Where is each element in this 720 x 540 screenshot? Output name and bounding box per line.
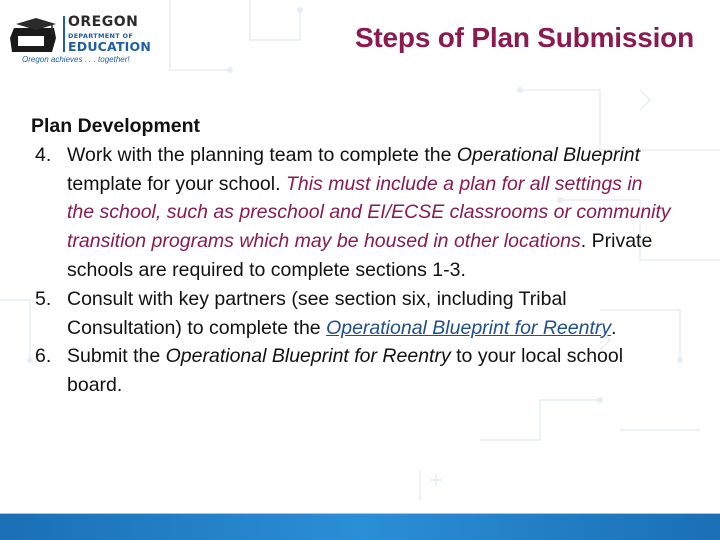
list-item	[31, 342, 671, 400]
list-item	[31, 141, 671, 285]
graduation-cap-state-icon	[8, 16, 60, 56]
operational-blueprint-link[interactable]: Operational Blueprint for Reentry	[326, 316, 612, 339]
logo-divider	[63, 16, 65, 52]
step-emphasis: Operational Blueprint	[456, 143, 641, 166]
step-text: .	[611, 316, 617, 339]
logo-state-text: OREGON	[68, 14, 139, 30]
list-number: 5.	[35, 287, 52, 310]
list-number: 6.	[35, 345, 52, 368]
logo-education-text: EDUCATION	[68, 39, 152, 54]
footer-bar	[0, 514, 720, 540]
section-heading: Plan Development	[31, 115, 201, 137]
step-text: template for your school.	[67, 172, 286, 195]
list-item	[31, 285, 671, 343]
step-highlight: This must include a plan for all settings in the school, such as preschool and EI/ECSE classrooms or community transition programs which may be housed in other locations	[67, 172, 671, 253]
step-text: Work with the planning team to complete the	[67, 143, 457, 166]
logo-department-text: DEPARTMENT OF	[68, 32, 134, 40]
step-text: to your local school board.	[67, 345, 624, 397]
step-text: Submit the	[67, 345, 166, 368]
step-text: . Private schools are required to complete sections 1-3.	[67, 230, 653, 281]
step-emphasis: Operational Blueprint for Reentry	[165, 345, 451, 368]
list-number: 4.	[35, 143, 52, 166]
slide-title: Steps of Plan Submission	[354, 22, 694, 53]
logo-tagline: Oregon achieves . . . together!	[22, 55, 130, 64]
steps-list	[31, 141, 671, 400]
step-text: Consult with key partners (see section six, including Tribal Consultation) to complete the	[67, 287, 567, 339]
oregon-education-logo	[6, 12, 152, 68]
slide-body	[31, 112, 671, 400]
